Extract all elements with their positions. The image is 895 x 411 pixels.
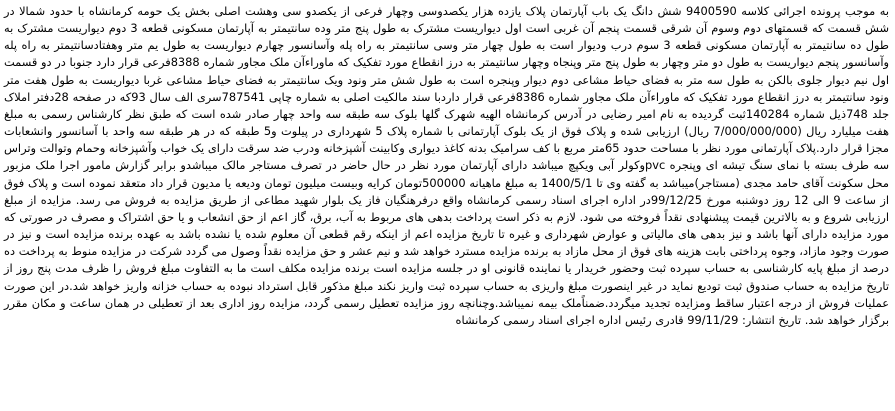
official-signature: قادری رئیس اداره اجرای اسناد رسمی کرمانشاه (455, 312, 684, 327)
publication-date: تاریخ انتشار: 99/11/29 (687, 312, 802, 327)
auction-notice-body (4, 3, 889, 329)
notice-body-text: به موجب پرونده اجرائی کلاسه 9400590 شش دانگ یک باب آپارتمان پلاک یازده هزار یکصدوسی وچهار فرعی از یکصدو سی وهشت اصلی بخش یک حومه کرمانشاه با حدود شمالا در شش قسمت که قسمتهای دوم وسوم آن شرقی قسمت پنجم آن غربی است اول دیواریست مشترک به طول پنج متر وده سانتیمتر به آپارتمان مسکونی قطعه 3 دوم دیواریست مشترک به طول ده سانتیمتر به آپارتمان مسکونی قطعه 3 سوم درب وديوار است به طول چهار متر وسی سانتیمتر به راه پله وآسانسور چهارم دیواریست به طول یم متر وهفتادسانتیمتر به راه پله وآسانسور پنجم دیواریست به طول دو متر وچهار به طول پنج متر وپنجاه وچهار سانتیمتر به درز انقطاع مورد تفکیک که ماوراءآن ملک مجاور شماره 8388فرعی قرار دارد جنوبا در دو قسمت اول نیم دیوار جلوی بالکن به طول سه متر به فضای حیاط مشاعی دوم دیوار وپنجره است به طول شش متر ونود ویک سانتیمتر به فضای حیاط مشاعی غربا دیواریست به طول هفت متر ونود سانتیمتر به درز انقطاع مورد تفکیک که ماوراءآن ملک مجاور شماره 8386فرعی قرار داردبا سند مالکیت اصلی به شماره چاپی 787541سری الف سال 93که در صفحه 28دفتر املاک جلد 748ذیل شماره 140284ثبت گردیده به نام امیر رضایی در آدرس کرمانشاه الهیه شهرک گلها بلوک سه طبقه سه واحد چهار صادر شده است که طبق نظر کارشناس رسمی به مبلغ هفت میلیارد ریال (7/000/000/000 ریال) ارزیابی شده و پلاک فوق از یک بلوک آپارتمانی با شماره پلاک 5 شهرداری در پیلوت و5 طبقه که در هر طبقه سه واحد با آسانسور وانشعابات مجزا قرار دارد.پلاک آپارتمانی مورد نظر با مساحت حدود 65متر مربع با کف سرامیک بدنه کاغذ دیواری وکابینت آشپزخانه ودرب ضد سرقت دارای یک خواب وآشپزخانه وحمام وتوالت وتراس سه طرف بسته با نمای سنگ تیشه ای وپنجره pvcوکولر آبی ویکپچ میباشد دارای آپارتمان مورد نظر در حال حاضر در تصرف مستاجر مالک میباشدو برابر گزارش مامور اجرا ملک مزبور محل سکونت آقای حامد مجدی (مستاجر)میباشد به گفته وی تا 1400/5/1 به مبلغ ماهیانه 500000تومان کرایه وبیست میلیون تومان ودیعه یا مدیون قرار داد متعقد نموده است و پلاک فوق از ساعت 9 الی 12 روز دوشنبه مورخ 99/12/25در اداره اجرای اسناد رسمی کرمانشاه واقع درفرهنگیان فاز یک بلوار شهید مطاعی از طریق مزایده به فروش می رسد. مزایده از مبلغ ارزیابی شروع و به بالاترین قیمت پیشنهادی نقداً فروخته می شود. لازم به ذکر است پرداخت بدهی های مربوط به آب، برق، گاز اعم از حق انشعاب و یا حق اشتراک و مصرف در صورتی که مورد مزایده دارای آنها باشد و نیز بدهی های مالیاتی و عوارض شهرداری و غیره تا تاریخ مزایده اعم از اینکه رقم قطعی آن معلوم شده یا نشده باشد به عهده برنده مزایده است و نیز در صورت وجود مازاد، وجوه پرداختی بابت هزینه های فوق از محل مازاد به برنده مزایده مسترد خواهد شد و نیم عشر و حق مزایده نقداً وصول می گردد شرکت در مزایده منوط به پرداخت ده درصد از مبلغ پایه کارشناسی به حساب سپرده ثبت وحضور خریدار یا نماینده قانونی او در جلسه مزایده است برنده مزایده مکلف است ما به التفاوت مبلغ فروش را ظرف مدت پنج روز از تاریخ مزایده به حساب صندوق ثبت تودیع نماید در غیر اینصورت مبلغ واریزی به حساب سپرده ثبت واریز نکند مبلغ مذکور قابل استرداد نبوده به حساب خزانه واریز خواهد شد.در این صورت عملیات فروش از درجه اعتبار ساقط ومزایده تجدید میگردد.ضمناًملک بیمه نمیباشد.وچنانچه روز مزایده تعطیل رسمی گردد، مزایده روز اداری بعد از تعطیلی در همان ساعت و مکان مقرر برگزار خواهد شد. (4, 4, 890, 327)
